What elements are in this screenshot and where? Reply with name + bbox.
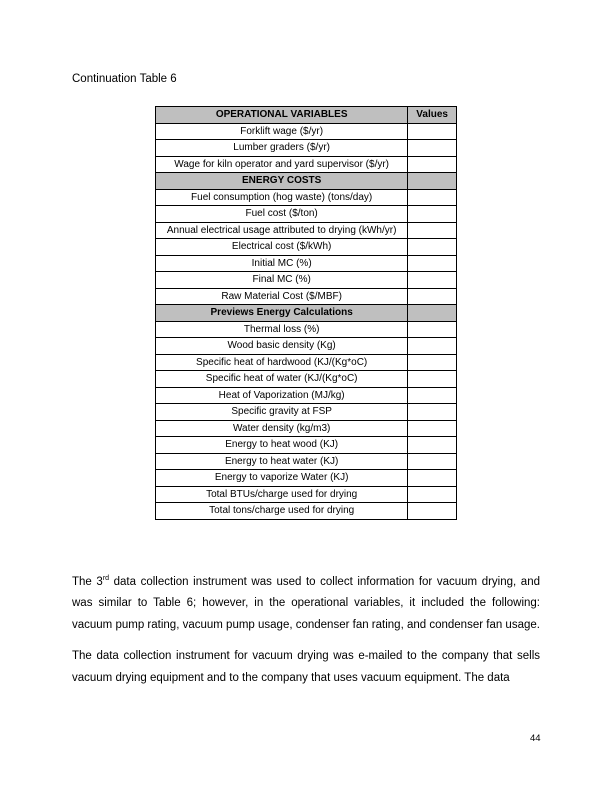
row-label: Water density (kg/m3) [156,420,408,437]
row-value-cell [408,486,457,503]
row-value-cell [408,437,457,454]
energy-costs-heading-label: ENERGY COSTS [156,173,408,190]
energy-costs-heading-value-cell [408,173,457,190]
table-row [156,503,457,520]
row-label: Final MC (%) [156,272,408,289]
table-row [156,255,457,272]
page-number: 44 [530,733,541,744]
table-row [156,437,457,454]
table-row [156,338,457,355]
row-value-cell [408,255,457,272]
row-label: Heat of Vaporization (MJ/kg) [156,387,408,404]
row-value-cell [408,470,457,487]
table-row [156,239,457,256]
row-value-cell [408,272,457,289]
paragraph-email: The data collection instrument for vacuum drying was e-mailed to the company that sells vacuum drying equipment and to the company that uses vacuum equipment. The data [72,650,540,684]
previews-energy-heading-value-cell [408,305,457,322]
row-label: Specific heat of water (KJ/(Kg*oC) [156,371,408,388]
row-label: Specific heat of hardwood (KJ/(Kg*oC) [156,354,408,371]
table-row [156,470,457,487]
table-row [156,387,457,404]
row-label: Fuel consumption (hog waste) (tons/day) [156,189,408,206]
row-value-cell [408,453,457,470]
row-value-cell [408,354,457,371]
row-label: Annual electrical usage attributed to drying (kWh/yr) [156,222,408,239]
row-value-cell [408,206,457,223]
paragraph-vacuum-drying [72,568,540,636]
row-value-cell [408,371,457,388]
table-row [156,354,457,371]
row-value-cell [408,123,457,140]
row-value-cell [408,189,457,206]
row-label: Forklift wage ($/yr) [156,123,408,140]
paragraph1-superscript: rd [102,575,110,582]
row-value-cell [408,156,457,173]
row-value-cell [408,387,457,404]
row-label: Raw Material Cost ($/MBF) [156,288,408,305]
row-value-cell [408,420,457,437]
row-value-cell [408,503,457,520]
row-value-cell [408,321,457,338]
table-row [156,272,457,289]
row-label: Initial MC (%) [156,255,408,272]
paragraph1-start: The 3 [72,575,103,588]
data-collection-table [155,106,457,520]
row-label: Energy to heat water (KJ) [156,453,408,470]
previews-energy-heading [156,305,457,322]
table-row [156,371,457,388]
row-label: Lumber graders ($/yr) [156,140,408,157]
table-row [156,404,457,421]
row-value-cell [408,239,457,256]
row-label: Fuel cost ($/ton) [156,206,408,223]
table-row [156,321,457,338]
table-header-row [156,107,457,124]
table-row [156,156,457,173]
row-label: Wage for kiln operator and yard supervisor ($/yr) [156,156,408,173]
row-value-cell [408,140,457,157]
row-label: Energy to vaporize Water (KJ) [156,470,408,487]
row-label: Specific gravity at FSP [156,404,408,421]
table-caption: Continuation Table 6 [72,73,177,85]
previews-energy-heading-label: Previews Energy Calculations [156,305,408,322]
energy-costs-heading [156,173,457,190]
table-row [156,453,457,470]
table-row [156,189,457,206]
table-row [156,140,457,157]
table-row [156,420,457,437]
row-label: Thermal loss (%) [156,321,408,338]
row-label: Electrical cost ($/kWh) [156,239,408,256]
table-row [156,206,457,223]
table-row [156,486,457,503]
row-value-cell [408,288,457,305]
row-label: Total tons/charge used for drying [156,503,408,520]
row-value-cell [408,404,457,421]
row-value-cell [408,338,457,355]
row-label: Wood basic density (Kg) [156,338,408,355]
paragraph1-rest: data collection instrument was used to collect information for vacuum drying, and was similar to Table 6; however, in the operational variables, it included the following: vacuum pump rating, vacuum pump usage, condenser fan rating, and condenser fan usage. [72,575,540,631]
row-label: Total BTUs/charge used for drying [156,486,408,503]
row-value-cell [408,222,457,239]
values-header: Values [408,107,457,124]
operational-variables-header: OPERATIONAL VARIABLES [156,107,408,124]
table-row [156,222,457,239]
row-label: Energy to heat wood (KJ) [156,437,408,454]
table-row [156,123,457,140]
table-row [156,288,457,305]
